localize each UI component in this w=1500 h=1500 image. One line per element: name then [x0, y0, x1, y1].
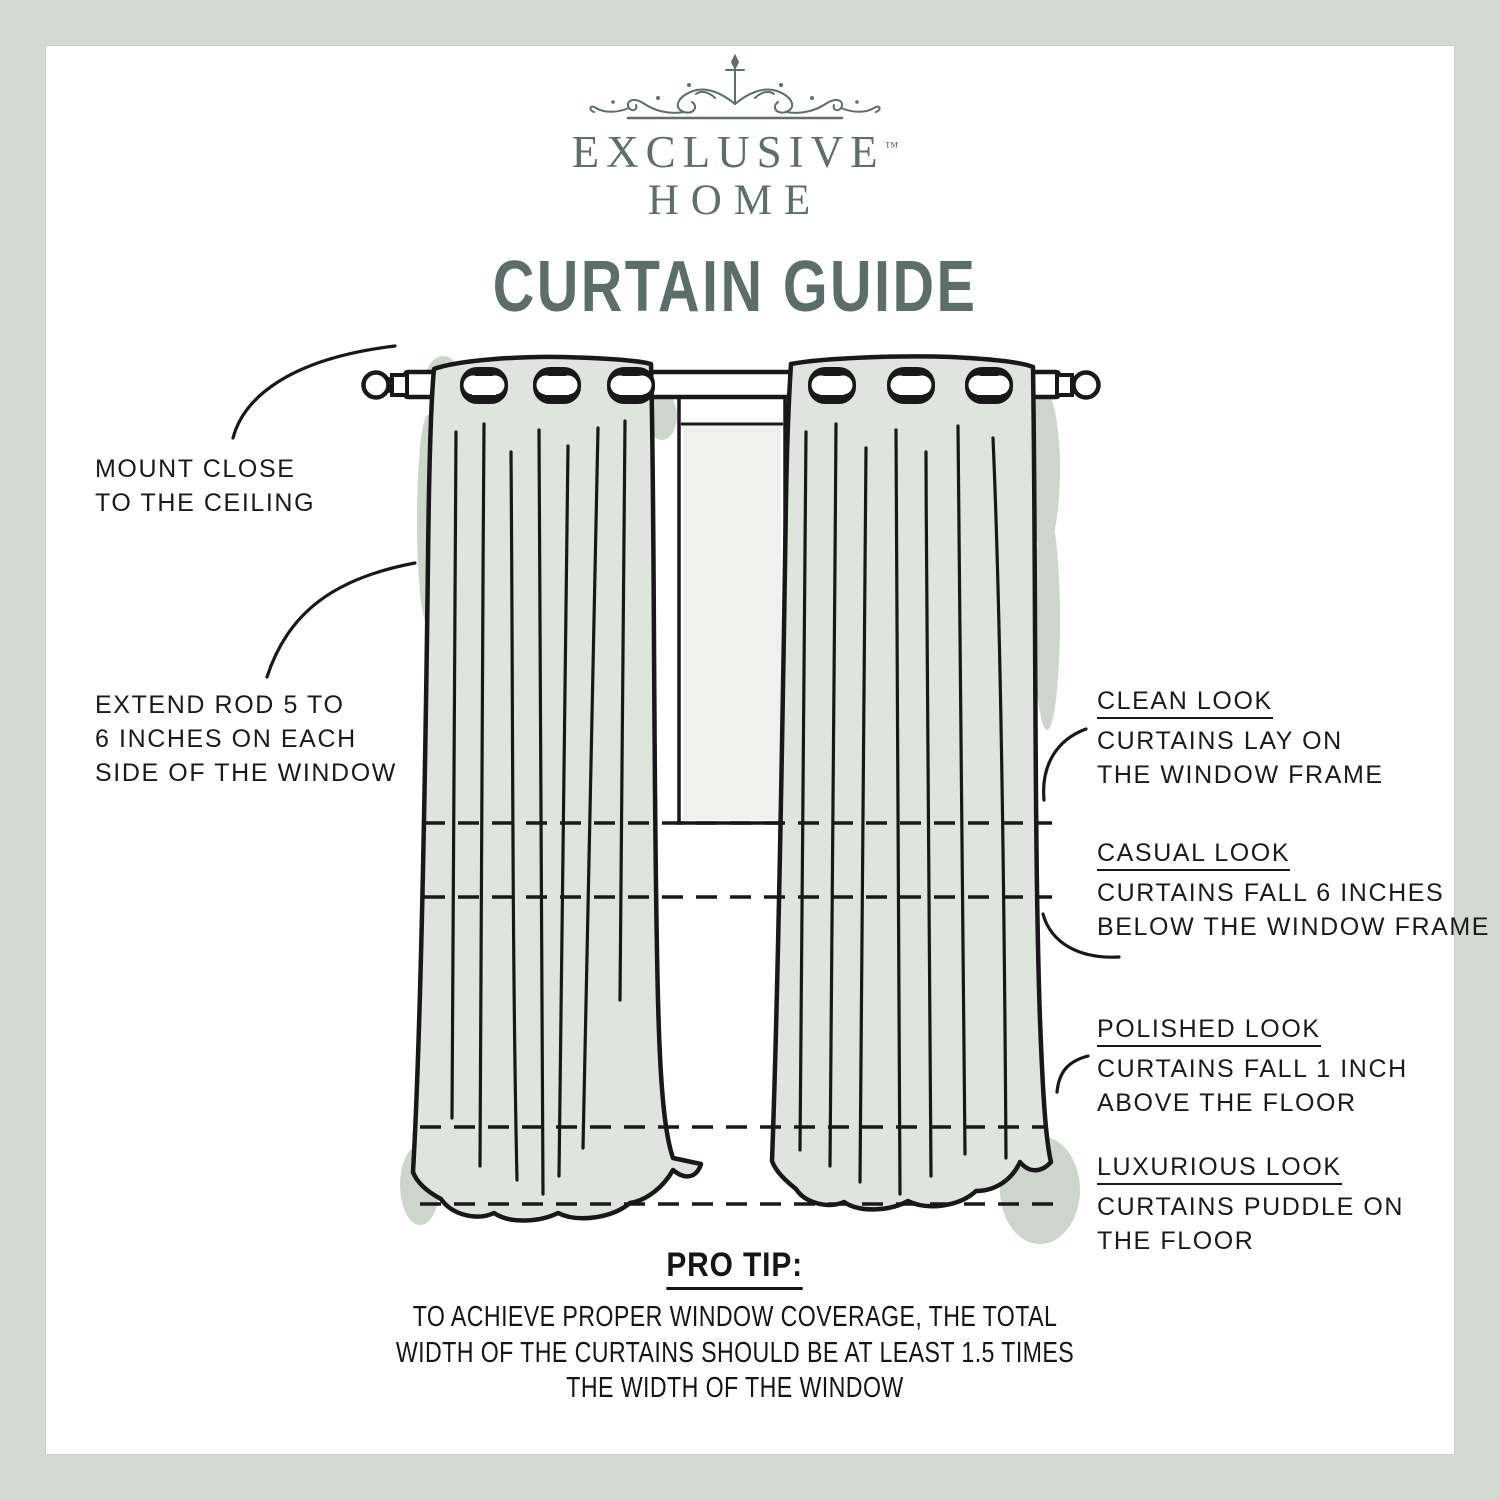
annotation-line: BELOW THE WINDOW FRAME — [1097, 913, 1491, 941]
look-title: CASUAL LOOK — [1097, 840, 1290, 871]
grommet-icon — [533, 367, 581, 404]
annotation-clean-look — [1097, 684, 1384, 792]
left-finial-icon — [364, 373, 389, 398]
annotation-line: CURTAINS PUDDLE ON — [1097, 1193, 1405, 1221]
window — [679, 395, 785, 823]
right-curtain-panel — [772, 356, 1051, 1209]
annotation-line: THE WINDOW FRAME — [1097, 761, 1384, 789]
grommet-icon — [965, 367, 1013, 404]
annotation-line: CURTAINS FALL 6 INCHES — [1097, 879, 1445, 907]
grommet-icon — [808, 367, 856, 404]
look-title: CLEAN LOOK — [1097, 688, 1273, 719]
brand-trademark: ™ — [884, 140, 899, 155]
look-title: LUXURIOUS LOOK — [1097, 1154, 1342, 1185]
brand-name-top: EXCLUSIVE — [571, 127, 885, 177]
page-title: CURTAIN GUIDE — [492, 247, 978, 327]
right-finial-collar — [1057, 375, 1072, 395]
annotation-mount-close — [95, 452, 315, 520]
pro-tip-title: PRO TIP: — [667, 1246, 804, 1290]
leader-arc-polished — [1057, 1056, 1088, 1092]
annotation-line: SIDE OF THE WINDOW — [95, 759, 397, 787]
annotation-line: THE FLOOR — [1097, 1227, 1255, 1255]
pro-tip — [235, 1246, 1235, 1407]
annotation-line: 6 INCHES ON EACH — [95, 725, 357, 753]
grommet-icon — [887, 367, 935, 404]
annotation-line: EXTEND ROD 5 TO — [95, 691, 345, 719]
annotation-luxurious-look — [1097, 1150, 1404, 1258]
pro-tip-line: THE WIDTH OF THE WINDOW — [566, 1372, 904, 1404]
grommet-icon — [607, 367, 655, 404]
right-finial-icon — [1074, 373, 1099, 398]
annotation-line: TO THE CEILING — [95, 489, 316, 517]
leader-arc-clean — [1044, 729, 1086, 800]
leader-arc-extend — [267, 563, 415, 677]
look-title: POLISHED LOOK — [1097, 1016, 1321, 1047]
window-glass — [683, 426, 781, 820]
pro-tip-line: WIDTH OF THE CURTAINS SHOULD BE AT LEAST 1.5 TIMES — [395, 1336, 1075, 1369]
pro-tip-body — [335, 1300, 1135, 1407]
pro-tip-line: TO ACHIEVE PROPER WINDOW COVERAGE, THE TOTAL — [412, 1301, 1058, 1333]
annotation-polished-look — [1097, 1012, 1408, 1120]
annotation-extend-rod — [95, 688, 397, 790]
annotation-casual-look — [1097, 836, 1490, 944]
annotation-line: CURTAINS FALL 1 INCH — [1097, 1055, 1408, 1083]
left-finial-collar — [392, 375, 407, 395]
annotation-line: ABOVE THE FLOOR — [1097, 1089, 1357, 1117]
grommet-icon — [460, 367, 508, 404]
annotation-line: CURTAINS LAY ON — [1097, 727, 1343, 755]
brand-name-bottom: HOME — [647, 177, 823, 224]
annotation-line: MOUNT CLOSE — [95, 455, 296, 483]
